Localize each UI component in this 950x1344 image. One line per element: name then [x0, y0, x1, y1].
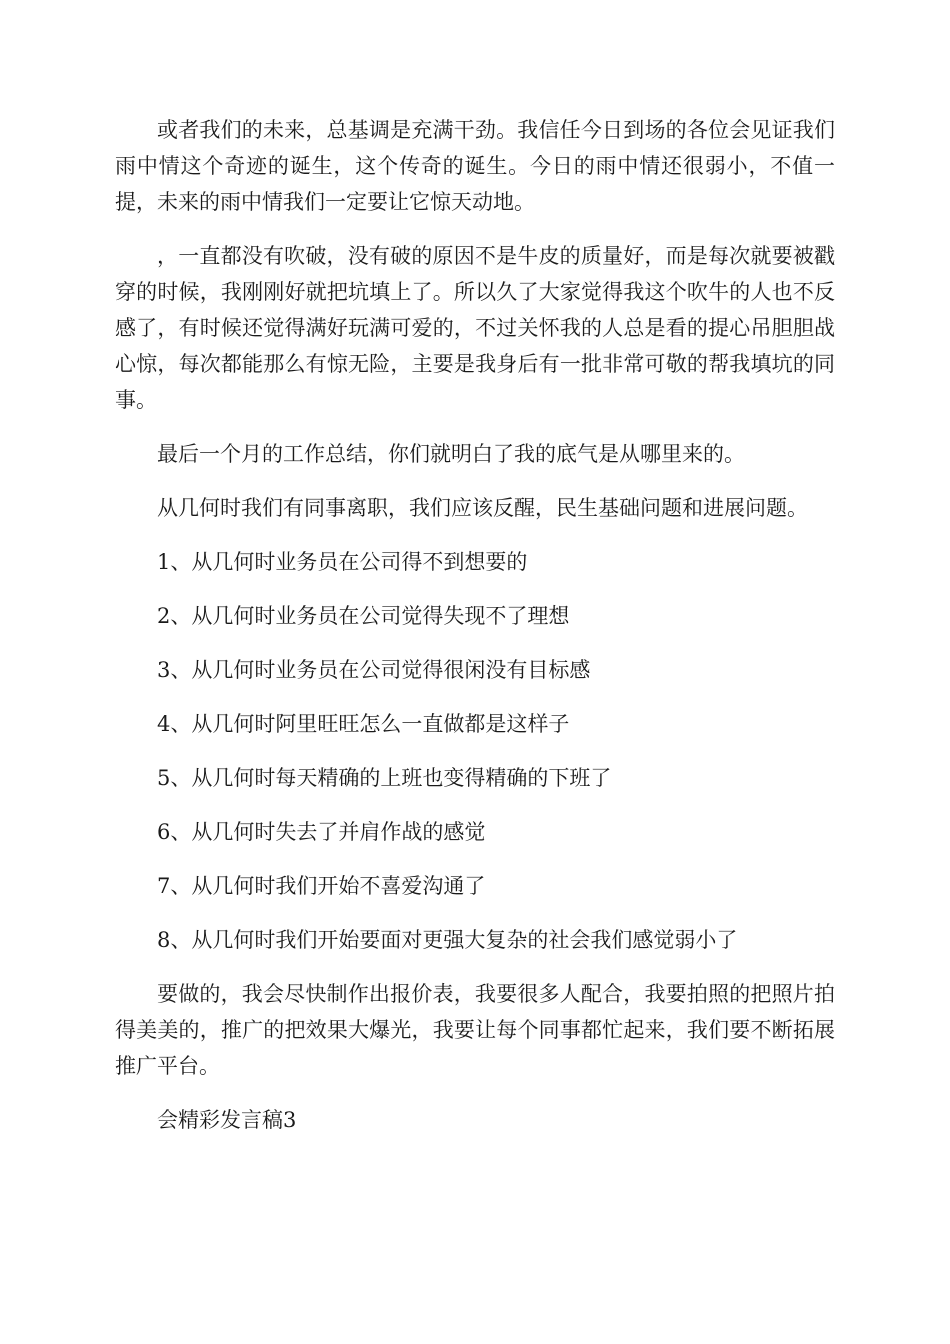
paragraph-reflection: 从几何时我们有同事离职，我们应该反醒，民生基础问题和进展问题。	[157, 496, 808, 520]
list-item: 6、从几何时失去了并肩作战的感觉	[157, 820, 486, 844]
list-item: 5、从几何时每天精确的上班也变得精确的下班了	[157, 766, 612, 790]
paragraph-plan: 要做的，我会尽快制作出报价表，我要很多人配合，我要拍照的把照片拍得美美的，推广的把效果大爆光，我要让每个同事都忙起来，我们要不断拓展推广平台。	[115, 982, 835, 1078]
list-item: 8、从几何时我们开始要面对更强大复杂的社会我们感觉弱小了	[157, 928, 738, 952]
paragraph-summary: 最后一个月的工作总结，你们就明白了我的底气是从哪里来的。	[157, 442, 745, 466]
list-item: 7、从几何时我们开始不喜爱沟通了	[157, 874, 486, 898]
list-item: 1、从几何时业务员在公司得不到想要的	[157, 550, 528, 574]
section-heading: 会精彩发言稿3	[157, 1108, 297, 1132]
paragraph-future: 或者我们的未来，总基调是充满干劲。我信任今日到场的各位会见证我们雨中情这个奇迹的诞生，这个传奇的诞生。今日的雨中情还很弱小，不值一提，未来的雨中情我们一定要让它惊天动地。	[115, 118, 835, 214]
list-item: 3、从几何时业务员在公司觉得很闲没有目标感	[157, 658, 591, 682]
document-body	[115, 112, 835, 1156]
paragraph-bragging: ，一直都没有吹破，没有破的原因不是牛皮的质量好，而是每次就要被戳穿的时候，我刚刚好就把坑填上了。所以久了大家觉得我这个吹牛的人也不反感了，有时候还觉得满好玩满可爱的，不过关怀我的人总是看的提心吊胆胆战心惊，每次都能那么有惊无险，主要是我身后有一批非常可敬的帮我填坑的同事。	[115, 244, 835, 412]
list-item: 4、从几何时阿里旺旺怎么一直做都是这样子	[157, 712, 570, 736]
list-item: 2、从几何时业务员在公司觉得失现不了理想	[157, 604, 570, 628]
